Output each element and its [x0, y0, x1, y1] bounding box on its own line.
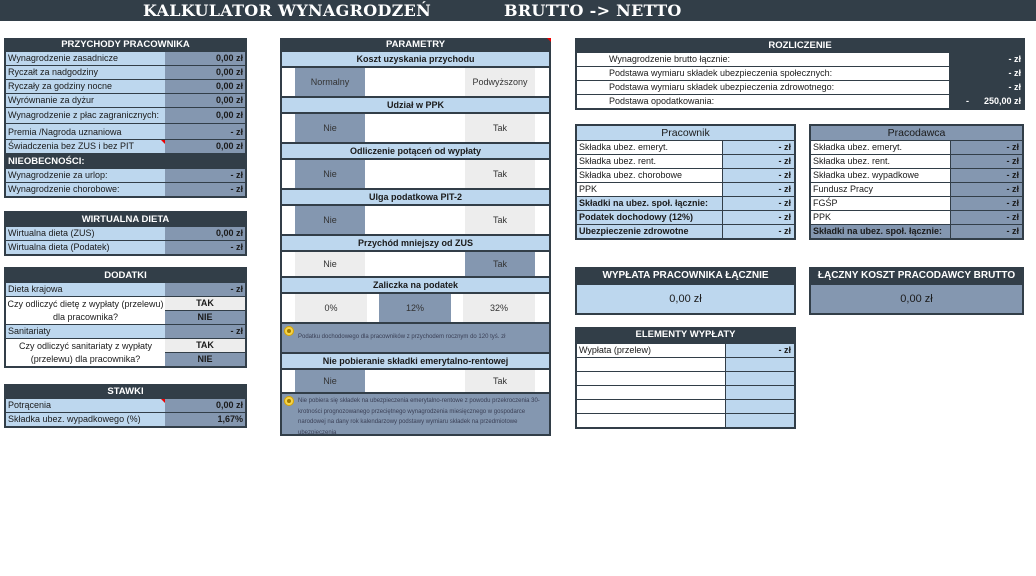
przychody-title: PRZYCHODY PRACOWNIKA — [61, 39, 190, 50]
elementy-value[interactable] — [726, 358, 794, 371]
rozliczenie-value: - zł — [950, 67, 1023, 80]
option-tax-0[interactable]: 0% — [295, 294, 367, 322]
wyplata-total-panel — [575, 267, 796, 315]
param-choices-koszt — [282, 68, 549, 96]
koszt-total-panel — [809, 267, 1024, 315]
income-row — [6, 108, 245, 123]
elementy-row — [577, 400, 794, 413]
param-section-zaliczka: Zaliczka na podatek — [282, 278, 549, 292]
wyplata-total-title: WYPŁATA PRACOWNIKA ŁĄCZNIE — [602, 270, 769, 281]
comment-indicator-icon[interactable] — [161, 140, 165, 144]
rozliczenie-label: Wynagrodzenie brutto łącznie: — [577, 53, 949, 66]
option-potracenia-tak[interactable]: Tak — [465, 160, 535, 188]
elementy-title: ELEMENTY WYPŁATY — [635, 329, 736, 340]
rozliczenie-label: Podstawa opodatkowania: — [577, 95, 949, 108]
parametry-panel — [280, 38, 551, 436]
rozliczenie-panel — [575, 38, 1025, 110]
rozliczenie-row — [577, 53, 1023, 66]
elementy-row — [577, 344, 794, 357]
param-choices-przychod-zus — [282, 252, 549, 276]
elementy-value[interactable] — [726, 372, 794, 385]
pracownik-label: Składka ubez. chorobowe — [577, 169, 722, 182]
sanitariaty-input[interactable]: - zł — [165, 325, 245, 338]
absence-row — [6, 183, 245, 196]
income-value-input[interactable]: 0,00 zł — [165, 52, 245, 65]
diet-row — [6, 241, 245, 254]
sanitariaty-option-nie[interactable]: NIE — [165, 353, 245, 366]
diet-label: Wirtualna dieta (ZUS) — [6, 227, 165, 240]
dodatki-title: DODATKI — [104, 270, 147, 281]
question-line: (przelewu) dla pracownika? — [30, 354, 141, 364]
pracodawca-value: - zł — [951, 141, 1022, 154]
diet-row — [6, 227, 245, 240]
option-emeryt-nie[interactable]: Nie — [295, 370, 365, 392]
pracownik-label: Ubezpieczenie zdrowotne — [577, 225, 722, 238]
przychody-panel — [4, 38, 247, 198]
rozliczenie-title: ROZLICZENIE — [768, 40, 832, 51]
elementy-row — [577, 386, 794, 399]
income-label: Ryczałt za nadgodziny — [6, 66, 165, 79]
elementy-value[interactable] — [726, 414, 794, 427]
parametry-title: PARAMETRY — [385, 39, 446, 50]
option-tax-32[interactable]: 32% — [463, 294, 535, 322]
diet-value: - zł — [165, 241, 245, 254]
dieta-option-tak[interactable]: TAK — [165, 297, 245, 310]
param-choices-zaliczka — [282, 294, 549, 322]
param-section-ppk: Udział w PPK — [282, 98, 549, 112]
title-bar — [0, 0, 1036, 21]
question-line: dla pracownika? — [52, 312, 119, 322]
elementy-row — [577, 372, 794, 385]
income-value-input[interactable]: 0,00 zł — [165, 94, 245, 107]
pracodawca-value: - zł — [951, 169, 1022, 182]
pracownik-row — [577, 183, 794, 196]
rozliczenie-value: - 250,00 zł — [950, 95, 1023, 108]
param-section-koszt: Koszt uzyskania przychodu — [282, 52, 549, 66]
pracodawca-label: PPK — [811, 211, 950, 224]
income-label: Ryczały za godziny nocne — [6, 80, 165, 93]
pracodawca-row — [811, 169, 1022, 182]
option-podwyzszony[interactable]: Podwyższony — [465, 68, 535, 96]
wypadkowe-rate-input[interactable]: 1,67% — [165, 413, 245, 426]
comment-indicator-icon[interactable] — [547, 38, 551, 42]
pracodawca-value: - zł — [951, 225, 1022, 238]
diet-label: Wirtualna dieta (Podatek) — [6, 241, 165, 254]
pracownik-value: - zł — [723, 169, 794, 182]
pracownik-row — [577, 155, 794, 168]
wirtualna-dieta-panel — [4, 211, 247, 256]
tax-note-text: Podatku dochodowego dla pracowników z przychodem rocznym do 120 tyś. zł — [298, 334, 506, 340]
pracownik-value: - zł — [723, 183, 794, 196]
pracownik-row — [577, 211, 794, 224]
income-row — [6, 94, 245, 107]
income-row — [6, 124, 245, 139]
income-value-input[interactable]: - zł — [165, 124, 245, 139]
pracownik-value: - zł — [723, 141, 794, 154]
pracownik-row — [577, 141, 794, 154]
option-pit2-tak[interactable]: Tak — [465, 206, 535, 234]
dieta-option-nie[interactable]: NIE — [165, 311, 245, 324]
tax-info-note — [282, 324, 549, 352]
absence-value-input[interactable]: - zł — [165, 169, 245, 182]
absence-row — [6, 169, 245, 182]
elementy-label: Wypłata (przelew) — [577, 344, 725, 357]
dieta-krajowa-row — [6, 283, 245, 296]
option-emeryt-tak[interactable]: Tak — [465, 370, 535, 392]
pracodawca-value: - zł — [951, 155, 1022, 168]
income-label: Wyrównanie za dyżur — [6, 94, 165, 107]
pracodawca-value: - zł — [951, 197, 1022, 210]
income-row — [6, 140, 245, 153]
app-title: KALKULATOR WYNAGRODZEŃ — [143, 1, 432, 20]
stawki-title: STAWKI — [107, 386, 144, 397]
income-label: Wynagrodzenie z płac zagranicznych: — [6, 108, 165, 123]
pracodawca-row — [811, 141, 1022, 154]
sanitariaty-deduct-question — [6, 339, 245, 366]
elementy-label[interactable] — [577, 372, 725, 385]
elementy-panel — [575, 327, 796, 429]
option-ppk-nie[interactable]: Nie — [295, 114, 365, 142]
app-subtitle: BRUTTO -> NETTO — [504, 1, 682, 20]
rozliczenie-row — [577, 95, 1023, 108]
dodatki-panel — [4, 267, 247, 368]
pracownik-value: - zł — [723, 197, 794, 210]
pracodawca-title: Pracodawca — [811, 126, 1022, 140]
rozliczenie-value: - zł — [950, 81, 1023, 94]
pracownik-label: Podatek dochodowy (12%) — [577, 211, 722, 224]
potracenia-input[interactable]: 0,00 zł — [165, 399, 245, 412]
income-value-input[interactable]: 0,00 zł — [165, 140, 245, 153]
income-row — [6, 66, 245, 79]
pracodawca-label: Fundusz Pracy — [811, 183, 950, 196]
option-ppk-tak[interactable]: Tak — [465, 114, 535, 142]
pracodawca-row — [811, 183, 1022, 196]
dieta-krajowa-input[interactable]: - zł — [165, 283, 245, 296]
pracownik-title: Pracownik — [577, 126, 794, 140]
stawki-label: Składka ubez. wypadkowego (%) — [6, 413, 165, 426]
param-section-pit2: Ulga podatkowa PIT-2 — [282, 190, 549, 204]
koszt-total-title: ŁĄCZNY KOSZT PRACODAWCY BRUTTO — [817, 270, 1016, 281]
pracodawca-label: Składka ubez. wypadkowe — [811, 169, 950, 182]
elementy-value[interactable] — [726, 386, 794, 399]
absence-value-input[interactable]: - zł — [165, 183, 245, 196]
koszt-total-value: 0,00 zł — [811, 285, 1022, 313]
income-value-input[interactable]: 0,00 zł — [165, 108, 245, 123]
elementy-label[interactable] — [577, 358, 725, 371]
diet-value: 0,00 zł — [165, 227, 245, 240]
sanitariaty-option-tak[interactable]: TAK — [165, 339, 245, 352]
pracodawca-label: FGŚP — [811, 197, 950, 210]
param-section-potracenia: Odliczenie potąceń od wypłaty — [282, 144, 549, 158]
elementy-value[interactable] — [726, 400, 794, 413]
option-tax-12[interactable]: 12% — [379, 294, 451, 322]
absence-label: Wynagrodzenie chorobowe: — [6, 183, 165, 196]
rozliczenie-value: - zł — [950, 53, 1023, 66]
pracownik-row — [577, 169, 794, 182]
dieta-question-label — [6, 297, 165, 324]
elementy-label[interactable] — [577, 400, 725, 413]
option-zus-tak[interactable]: Tak — [465, 252, 535, 276]
dieta-deduct-question — [6, 297, 245, 324]
rozliczenie-label: Podstawa wymiaru składek ubezpieczenia zdrowotnego: — [577, 81, 949, 94]
option-zus-nie[interactable]: Nie — [295, 252, 365, 276]
stawki-row — [6, 399, 245, 412]
pracownik-row — [577, 197, 794, 210]
rozliczenie-label: Podstawa wymiaru składek ubezpieczenia społecznych: — [577, 67, 949, 80]
lightbulb-icon — [284, 326, 294, 336]
pracodawca-value: - zł — [951, 183, 1022, 196]
comment-indicator-icon[interactable] — [161, 399, 165, 403]
pracownik-panel — [575, 124, 796, 240]
rozliczenie-row — [577, 81, 1023, 94]
lightbulb-icon — [284, 396, 294, 406]
dieta-krajowa-label: Dieta krajowa — [6, 283, 165, 296]
pracownik-value: - zł — [723, 155, 794, 168]
nieobecnosci-subtitle: NIEOBECNOŚCI: — [8, 156, 85, 167]
income-label: Premia /Nagroda uznaniowa — [6, 124, 165, 139]
pracodawca-row — [811, 225, 1022, 238]
elementy-row — [577, 414, 794, 427]
sanitariaty-row — [6, 325, 245, 338]
sanitariaty-label: Sanitariaty — [6, 325, 165, 338]
pracownik-label: PPK — [577, 183, 722, 196]
income-label: Świadczenia bez ZUS i bez PIT — [6, 140, 165, 153]
pracodawca-panel — [809, 124, 1024, 240]
pracodawca-label: Składka ubez. emeryt. — [811, 141, 950, 154]
rozliczenie-row — [577, 67, 1023, 80]
income-row — [6, 80, 245, 93]
income-label: Wynagrodzenie zasadnicze — [6, 52, 165, 65]
pracodawca-label: Składka ubez. rent. — [811, 155, 950, 168]
income-value-input[interactable]: 0,00 zł — [165, 66, 245, 79]
elementy-label[interactable] — [577, 414, 725, 427]
income-row — [6, 52, 245, 65]
pracodawca-row — [811, 197, 1022, 210]
stawki-row — [6, 413, 245, 426]
pracodawca-row — [811, 211, 1022, 224]
pracodawca-label: Składki na ubez. społ. łącznie: — [811, 225, 950, 238]
question-line: Czy odliczyć dietę z wypłaty (przelewu) — [7, 299, 164, 309]
pracownik-value: - zł — [723, 211, 794, 224]
pracownik-label: Składka ubez. emeryt. — [577, 141, 722, 154]
absence-label: Wynagrodzenie za urlop: — [6, 169, 165, 182]
wyplata-total-value: 0,00 zł — [577, 285, 794, 313]
option-potracenia-nie[interactable]: Nie — [295, 160, 365, 188]
param-section-przychod-zus: Przychód mniejszy od ZUS — [282, 236, 549, 250]
param-choices-pit2 — [282, 206, 549, 234]
pracownik-label: Składka ubez. rent. — [577, 155, 722, 168]
sanitariaty-question-label — [6, 339, 165, 366]
elementy-row — [577, 358, 794, 371]
pracownik-label: Składki na ubez. społ. łącznie: — [577, 197, 722, 210]
elementy-label[interactable] — [577, 386, 725, 399]
param-choices-emerytalno — [282, 370, 549, 392]
option-pit2-nie[interactable]: Nie — [295, 206, 365, 234]
question-line: Czy odliczyć sanitariaty z wypłaty — [18, 341, 153, 351]
zus-note-text: Nie pobiera się składek na ubezpieczenia emerytalno-rentowe z powodu przekroczenia 30-krotności prognozowanego przeciętnego wynagrodzenia miesięcznego w gospodarce narodowej na dany rok kalendarzowy podstawy wymiaru składek na przedmiotowe ubezpieczenia — [298, 398, 540, 434]
pracownik-row — [577, 225, 794, 238]
stawki-label: Potrącenia — [6, 399, 165, 412]
param-section-emerytalno: Nie pobieranie składki emerytalno-rentowej — [282, 354, 549, 368]
pracownik-value: - zł — [723, 225, 794, 238]
stawki-panel — [4, 384, 247, 428]
param-choices-ppk — [282, 114, 549, 142]
zus-info-note — [282, 394, 549, 434]
income-value-input[interactable]: 0,00 zł — [165, 80, 245, 93]
pracodawca-value: - zł — [951, 211, 1022, 224]
pracodawca-row — [811, 155, 1022, 168]
wirtualna-dieta-title: WIRTUALNA DIETA — [81, 214, 170, 225]
elementy-value: - zł — [726, 344, 794, 357]
option-normalny[interactable]: Normalny — [295, 68, 365, 96]
param-choices-potracenia — [282, 160, 549, 188]
